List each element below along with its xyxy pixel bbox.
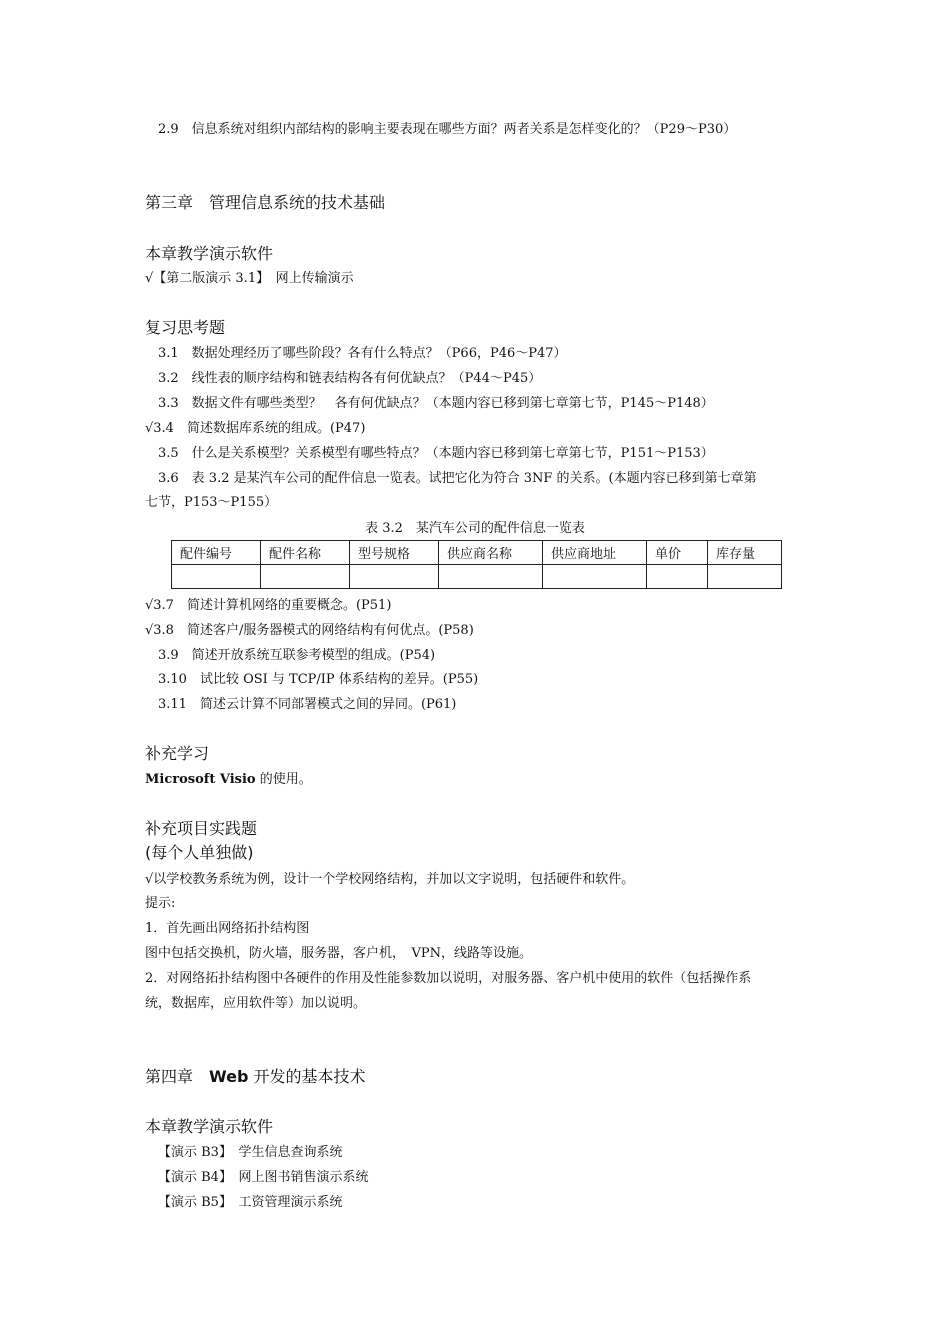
ch4-title-post: 开发的基本技术 bbox=[248, 1067, 366, 1086]
parts-table bbox=[171, 540, 782, 589]
table-cell bbox=[439, 565, 543, 589]
project-line: 提示: bbox=[145, 896, 176, 911]
table-cell bbox=[350, 565, 439, 589]
visio-rest: 的使用。 bbox=[255, 772, 312, 787]
ch4-demo-item: 【演示 B4】 网上图书销售演示系统 bbox=[158, 1170, 369, 1185]
question-3-8: √3.8 简述客户/服务器模式的网络结构有何优点。(P58) bbox=[145, 623, 474, 638]
table-cell bbox=[261, 565, 350, 589]
table-cell bbox=[647, 565, 708, 589]
ch3-demo-item: √【第二版演示 3.1】 网上传输演示 bbox=[145, 271, 354, 286]
question-3-5: 3.5 什么是关系模型？关系模型有哪些特点？（本题内容已移到第七章第七节，P151～P153） bbox=[158, 446, 714, 461]
ch3-demo-heading: 本章教学演示软件 bbox=[145, 244, 274, 263]
chapter-4-title bbox=[145, 1066, 366, 1088]
ch4-demo-item: 【演示 B3】 学生信息查询系统 bbox=[158, 1145, 343, 1160]
table-cell bbox=[172, 565, 261, 589]
question-3-7: √3.7 简述计算机网络的重要概念。(P51) bbox=[145, 598, 392, 613]
question-3-11: 3.11 简述云计算不同部署模式之间的异同。(P61) bbox=[158, 697, 457, 712]
question-2-9: 2.9 信息系统对组织内部结构的影响主要表现在哪些方面？两者关系是怎样变化的？（P29～P30） bbox=[158, 122, 737, 137]
supplementary-item bbox=[145, 771, 312, 789]
ch4-title-pre: 第四章 bbox=[145, 1067, 210, 1086]
question-3-4: √3.4 简述数据库系统的组成。(P47) bbox=[145, 421, 366, 436]
table-header-cell: 单价 bbox=[647, 541, 708, 565]
project-line: √以学校教务系统为例，设计一个学校网络结构，并加以文字说明，包括硬件和软件。 bbox=[145, 872, 635, 887]
table-header-cell: 供应商地址 bbox=[543, 541, 647, 565]
question-3-10: 3.10 试比较 OSI 与 TCP/IP 体系结构的差异。(P55) bbox=[158, 672, 479, 687]
ch4-demo-heading: 本章教学演示软件 bbox=[145, 1117, 274, 1136]
project-heading: 补充项目实践题 bbox=[145, 819, 258, 838]
question-3-6: 3.6 表 3.2 是某汽车公司的配件信息一览表。试把它化为符合 3NF 的关系。(本题内容已移到第七章第 bbox=[158, 471, 757, 486]
table-header-cell: 型号规格 bbox=[350, 541, 439, 565]
question-3-9: 3.9 简述开放系统互联参考模型的组成。(P54) bbox=[158, 648, 436, 663]
table-cell bbox=[708, 565, 782, 589]
project-line: 2．对网络拓扑结构图中各硬件的作用及性能参数加以说明，对服务器、客户机中使用的软件（包括操作系 bbox=[145, 971, 752, 986]
ch4-title-web: Web bbox=[209, 1067, 249, 1086]
project-subheading: (每个人单独做) bbox=[145, 843, 254, 862]
table-row bbox=[172, 565, 782, 589]
question-3-2: 3.2 线性表的顺序结构和链表结构各有何优缺点？（P44～P45） bbox=[158, 371, 542, 386]
supplementary-heading: 补充学习 bbox=[145, 744, 210, 763]
table-header-cell: 配件编号 bbox=[172, 541, 261, 565]
ch4-demo-item: 【演示 B5】 工资管理演示系统 bbox=[158, 1195, 343, 1210]
table-header-row bbox=[172, 541, 782, 565]
project-line: 1．首先画出网络拓扑结构图 bbox=[145, 921, 310, 936]
review-heading: 复习思考题 bbox=[145, 318, 226, 337]
question-3-6-cont: 七节，P153～P155） bbox=[145, 495, 278, 510]
visio-label: Microsoft Visio bbox=[145, 772, 256, 787]
project-line: 统，数据库，应用软件等）加以说明。 bbox=[145, 996, 367, 1011]
question-3-3: 3.3 数据文件有哪些类型？ 各有何优缺点？（本题内容已移到第七章第七节，P145～P148） bbox=[158, 396, 714, 411]
chapter-3-title: 第三章 管理信息系统的技术基础 bbox=[145, 193, 386, 212]
table-header-cell: 供应商名称 bbox=[439, 541, 543, 565]
table-header-cell: 库存量 bbox=[708, 541, 782, 565]
table-caption: 表 3.2 某汽车公司的配件信息一览表 bbox=[365, 521, 585, 536]
table-cell bbox=[543, 565, 647, 589]
question-3-1: 3.1 数据处理经历了哪些阶段？各有什么特点？（P66，P46～P47） bbox=[158, 346, 567, 361]
table-header-cell: 配件名称 bbox=[261, 541, 350, 565]
project-line: 图中包括交换机，防火墙，服务器，客户机， VPN，线路等设施。 bbox=[145, 946, 533, 961]
